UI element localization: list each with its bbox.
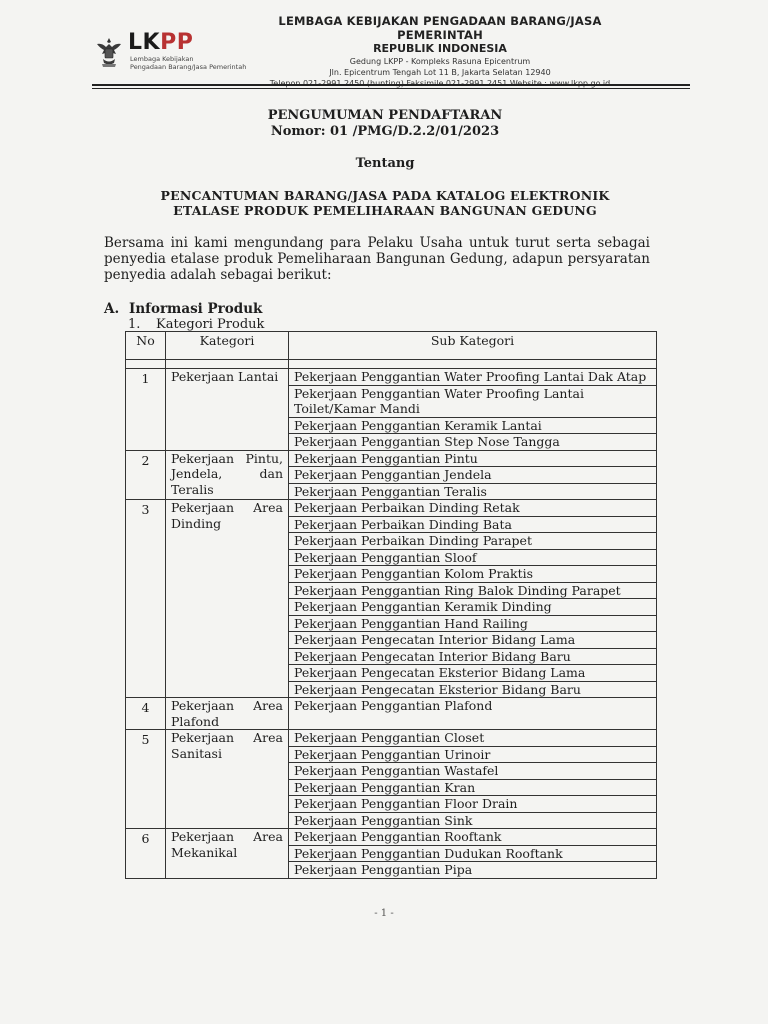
header-sub-kategori: Sub Kategori — [289, 332, 657, 360]
cell-sub-kategori: Pekerjaan Penggantian Teralis — [289, 483, 657, 500]
letterhead-rule-thick — [92, 84, 690, 86]
subject-line1: PENCANTUMAN BARANG/JASA PADA KATALOG ELEKTRONIK — [160, 188, 610, 203]
table-row — [126, 698, 657, 730]
cell-no: 1 — [126, 369, 166, 451]
cell-sub-kategori: Pekerjaan Penggantian Water Proofing Lantai Toilet/Kamar Mandi — [289, 385, 657, 417]
cell-sub-kategori: Pekerjaan Penggantian Plafond — [289, 698, 657, 730]
table-row — [126, 369, 657, 386]
cell-no: 3 — [126, 500, 166, 698]
cell-sub-kategori: Pekerjaan Penggantian Keramik Dinding — [289, 599, 657, 616]
logo-text-a: LK — [128, 30, 161, 55]
intro-paragraph: Bersama ini kami mengundang para Pelaku Usaha untuk turut serta sebagai penyedia etalase produk Pemeliharaan Bangunan Gedung, adapun persyaratan penyedia adalah sebagai berikut: — [104, 235, 650, 283]
cell-sub-kategori: Pekerjaan Penggantian Keramik Lantai — [289, 417, 657, 434]
subsection-1-title: Kategori Produk — [156, 317, 265, 332]
cell-sub-kategori: Pekerjaan Penggantian Water Proofing Lantai Dak Atap — [289, 369, 657, 386]
spacer-cell — [289, 360, 657, 369]
cell-sub-kategori: Pekerjaan Penggantian Step Nose Tangga — [289, 434, 657, 451]
cell-sub-kategori: Pekerjaan Perbaikan Dinding Bata — [289, 516, 657, 533]
table-row — [126, 450, 657, 467]
cell-kategori: Pekerjaan Area Dinding — [166, 500, 289, 698]
cell-sub-kategori: Pekerjaan Perbaikan Dinding Retak — [289, 500, 657, 517]
spacer-cell — [166, 360, 289, 369]
logo-sub-line1: Lembaga Kebijakan — [130, 55, 194, 63]
header-kategori: Kategori — [166, 332, 289, 360]
cell-no: 5 — [126, 730, 166, 829]
about-label: Tentang — [355, 156, 415, 171]
logo-sub-line2: Pengadaan Barang/Jasa Pemerintah — [130, 63, 247, 71]
org-name: LEMBAGA KEBIJAKAN PENGADAAN BARANG/JASA PEMERINTAH — [278, 14, 602, 42]
cell-kategori: Pekerjaan Area Mekanikal — [166, 829, 289, 879]
table-row — [126, 730, 657, 747]
table-row — [126, 829, 657, 846]
cell-sub-kategori: Pekerjaan Penggantian Closet — [289, 730, 657, 747]
spacer-cell — [126, 360, 166, 369]
lkpp-logo — [128, 32, 193, 54]
cell-sub-kategori: Pekerjaan Penggantian Jendela — [289, 467, 657, 484]
cell-sub-kategori: Pekerjaan Penggantian Pipa — [289, 862, 657, 879]
cell-sub-kategori: Pekerjaan Pengecatan Eksterior Bidang Baru — [289, 681, 657, 698]
table-row — [126, 500, 657, 517]
announcement-number: Nomor: 01 /PMG/D.2.2/01/2023 — [270, 124, 500, 139]
section-a-heading — [104, 301, 262, 317]
subject-line2: ETALASE PRODUK PEMELIHARAAN BANGUNAN GEDUNG — [173, 203, 597, 218]
cell-sub-kategori: Pekerjaan Penggantian Wastafel — [289, 763, 657, 780]
announcement-title: PENGUMUMAN PENDAFTARAN — [267, 108, 503, 123]
logo-subtitle — [130, 55, 250, 71]
cell-sub-kategori: Pekerjaan Pengecatan Interior Bidang Lama — [289, 632, 657, 649]
cell-sub-kategori: Pekerjaan Penggantian Kolom Praktis — [289, 566, 657, 583]
cell-sub-kategori: Pekerjaan Penggantian Urinoir — [289, 746, 657, 763]
subsection-1-number: 1. — [128, 317, 141, 332]
address-line3: Telepon 021-2991 2450 (hunting) Faksimile 021-2991 2451 Website : www.lkpp.go.id — [269, 79, 611, 88]
cell-no: 2 — [126, 450, 166, 500]
cell-kategori: Pekerjaan Pintu, Jendela, dan Teralis — [166, 450, 289, 500]
table-header-row — [126, 332, 657, 360]
cell-sub-kategori: Pekerjaan Penggantian Pintu — [289, 450, 657, 467]
letterhead-block — [240, 14, 640, 89]
country-name: REPUBLIK INDONESIA — [373, 42, 507, 55]
garuda-emblem-icon — [94, 34, 124, 68]
cell-sub-kategori: Pekerjaan Penggantian Ring Balok Dinding Parapet — [289, 582, 657, 599]
cell-no: 6 — [126, 829, 166, 879]
cell-no: 4 — [126, 698, 166, 730]
category-table — [125, 331, 657, 879]
cell-kategori: Pekerjaan Area Plafond — [166, 698, 289, 730]
cell-sub-kategori: Pekerjaan Pengecatan Eksterior Bidang Lama — [289, 665, 657, 682]
section-a-title: Informasi Produk — [129, 301, 263, 317]
cell-sub-kategori: Pekerjaan Penggantian Dudukan Rooftank — [289, 845, 657, 862]
page-number: - 1 - — [374, 908, 394, 919]
address-line2: Jln. Epicentrum Tengah Lot 11 B, Jakarta Selatan 12940 — [329, 68, 551, 77]
cell-sub-kategori: Pekerjaan Pengecatan Interior Bidang Baru — [289, 648, 657, 665]
cell-sub-kategori: Pekerjaan Penggantian Hand Railing — [289, 615, 657, 632]
cell-kategori: Pekerjaan Lantai — [166, 369, 289, 451]
table-body — [126, 369, 657, 879]
cell-sub-kategori: Pekerjaan Perbaikan Dinding Parapet — [289, 533, 657, 550]
address-line1: Gedung LKPP - Kompleks Rasuna Epicentrum — [349, 57, 531, 66]
cell-sub-kategori: Pekerjaan Penggantian Kran — [289, 779, 657, 796]
table-spacer-row — [126, 360, 657, 369]
cell-sub-kategori: Pekerjaan Penggantian Sloof — [289, 549, 657, 566]
cell-sub-kategori: Pekerjaan Penggantian Sink — [289, 812, 657, 829]
cell-sub-kategori: Pekerjaan Penggantian Floor Drain — [289, 796, 657, 813]
section-a-letter: A. — [104, 301, 120, 317]
header-no: No — [126, 332, 166, 360]
cell-kategori: Pekerjaan Area Sanitasi — [166, 730, 289, 829]
cell-sub-kategori: Pekerjaan Penggantian Rooftank — [289, 829, 657, 846]
logo-text-b: PP — [160, 30, 194, 55]
letterhead-rule-thin — [92, 88, 690, 89]
